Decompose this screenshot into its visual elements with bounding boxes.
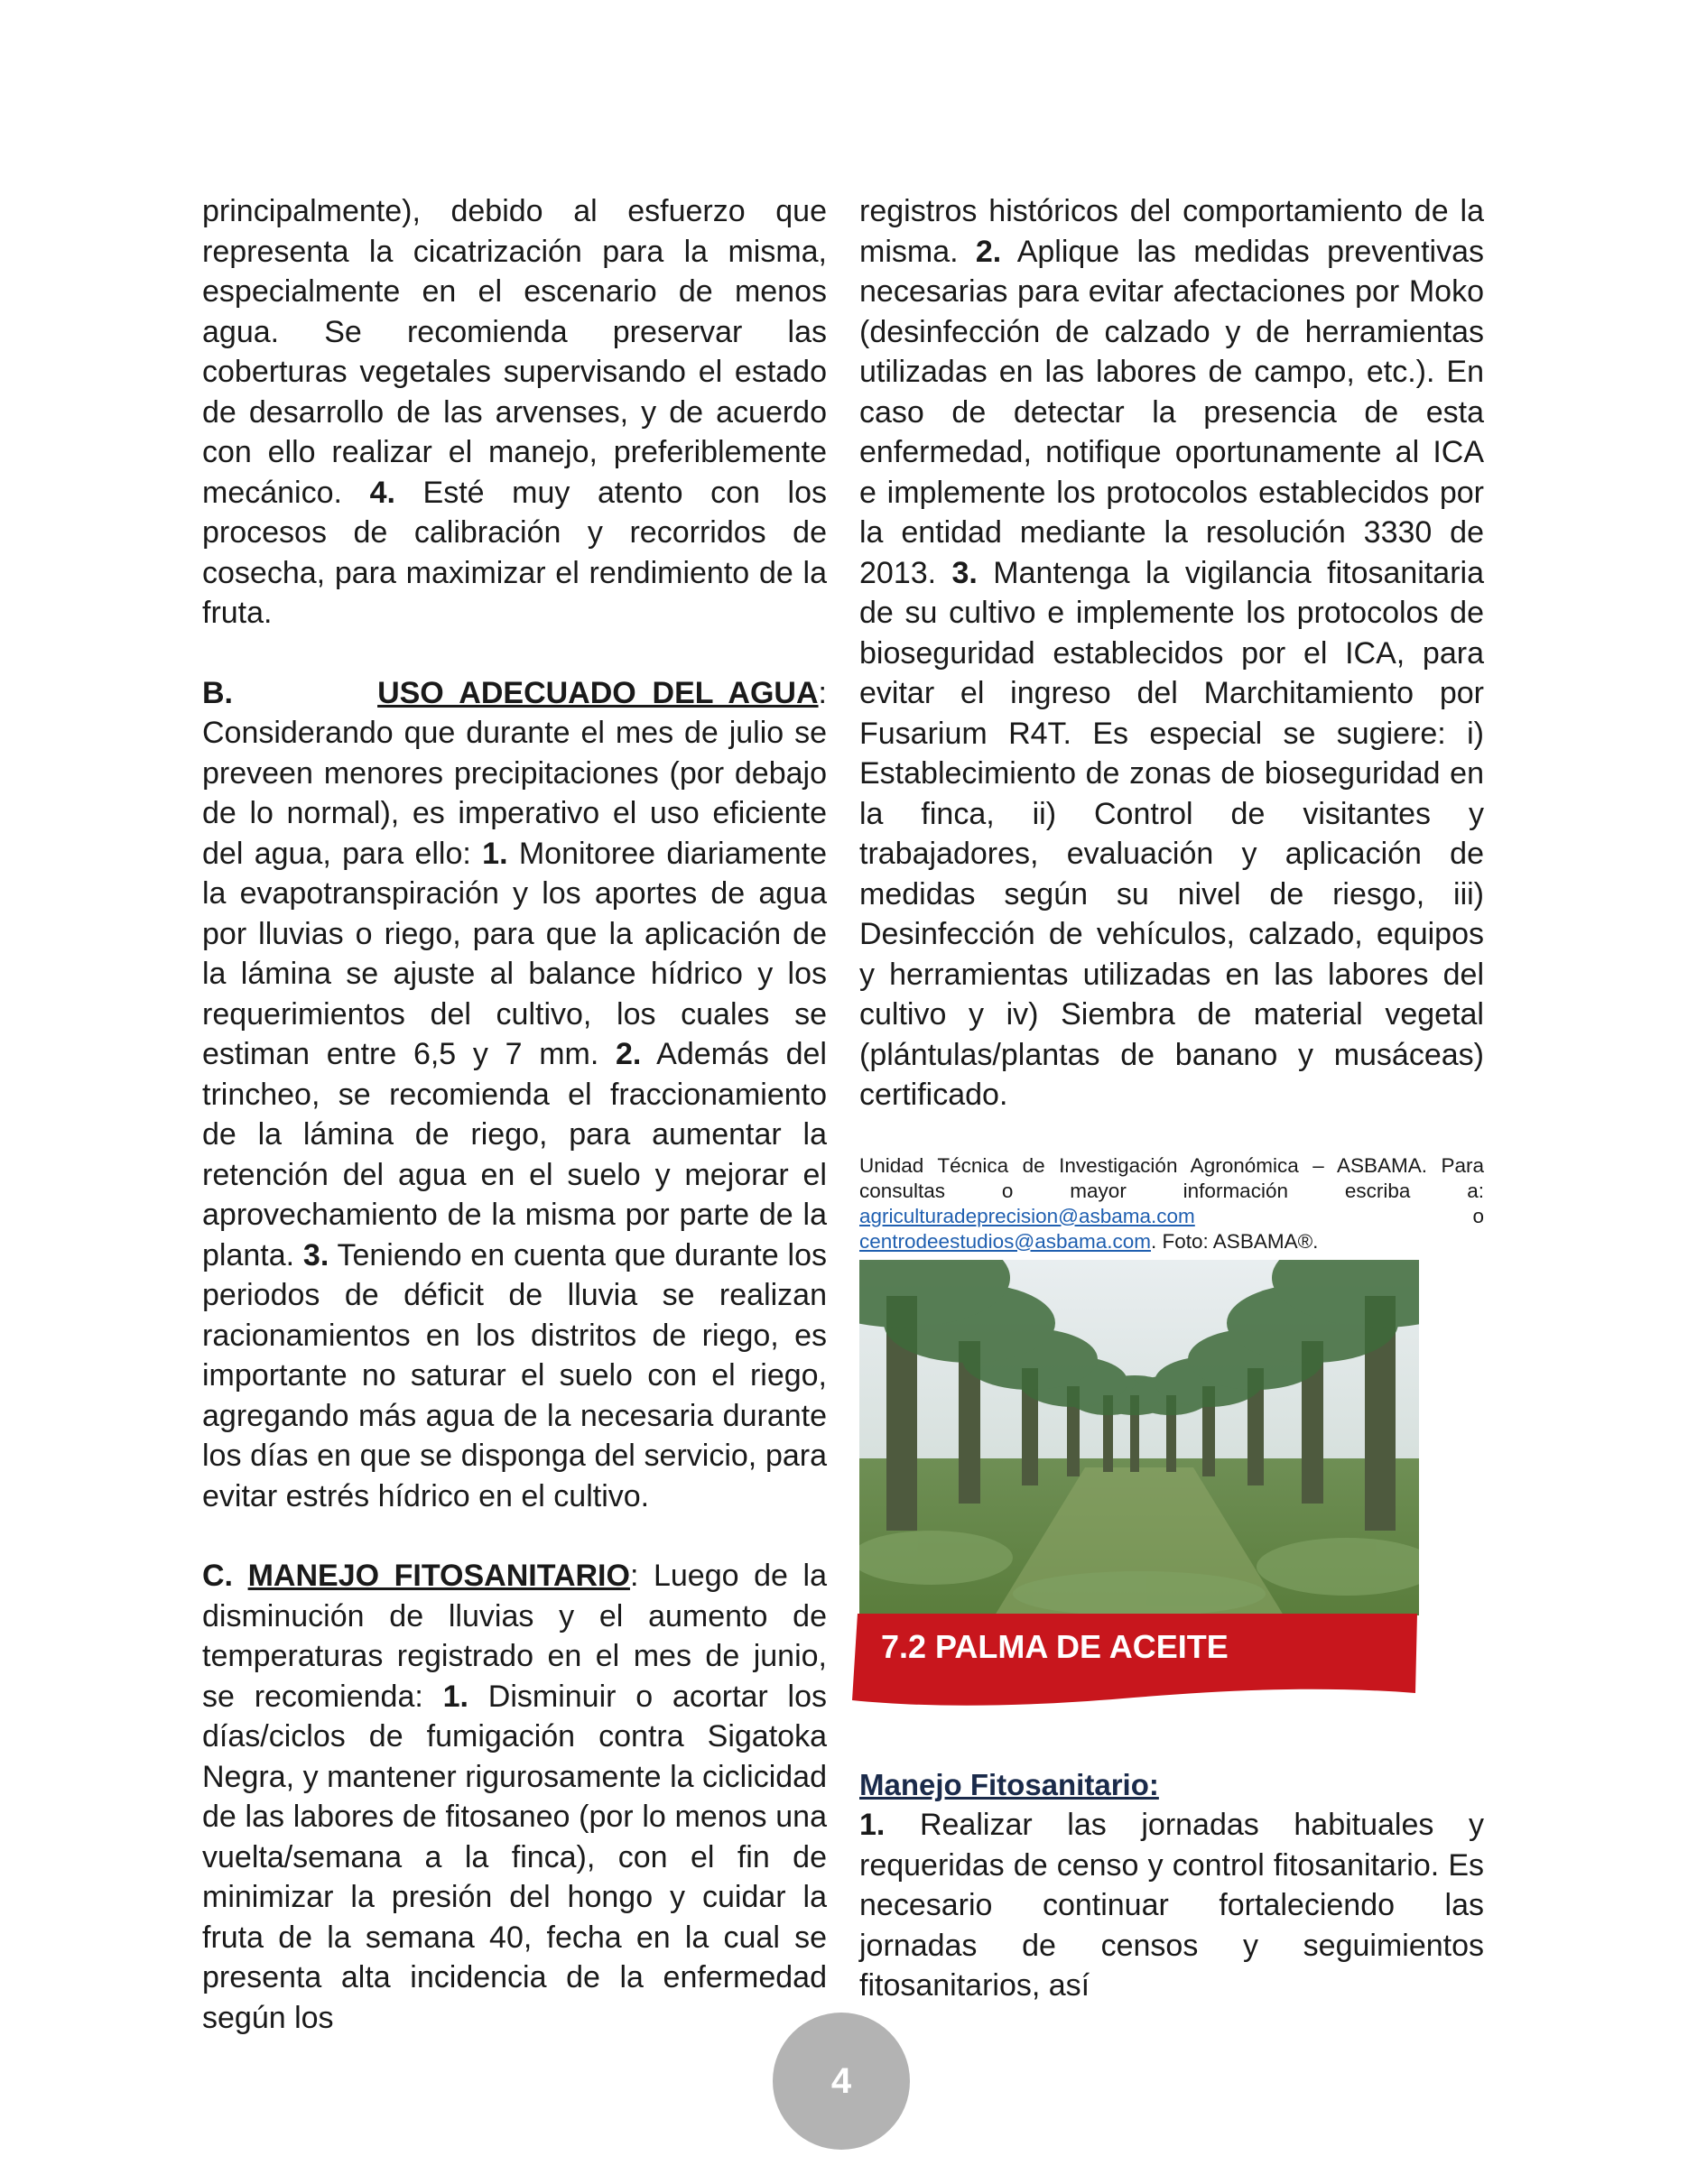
section-b-letter: B. (202, 675, 233, 710)
section-c-letter: C. (202, 1559, 233, 1593)
text-run: o (1194, 1204, 1484, 1227)
right-column-lower (859, 1765, 1484, 2006)
text-run: Además del trincheo, se recomienda el fraccionamiento de la lámina de riego, para aumentar la retención del agua en el suelo y mejorar el aprovechamiento de la misma por parte de la planta. (202, 1037, 827, 1272)
left-column (202, 191, 827, 2038)
item-number: 3. (951, 555, 978, 590)
item-number: 3. (302, 1237, 329, 1272)
text-run: Teniendo en cuenta que durante los periodos de déficit de lluvia se realizan racionamientos en los distritos de riego, es importante no saturar el suelo con el riego, agregando más agua de la necesaria durante los días en que se disponga del servicio, para evitar estrés hídrico en el cultivo. (202, 1237, 827, 1513)
right-column (859, 191, 1484, 1254)
text-run: : Luego de la disminución de lluvias y el aumento de temperaturas registrado en el mes de junio, se recomienda: (202, 1559, 827, 1714)
item-number: 1. (442, 1679, 468, 1714)
item-number: 1. (859, 1808, 886, 1842)
text-run: Esté muy atento con los procesos de calibración y recorridos de cosecha, para maximizar el rendimiento de la fruta. (202, 475, 827, 630)
section-b-paragraph (202, 673, 827, 1517)
section-banner-title: 7.2 PALMA DE ACEITE (881, 1628, 1229, 1665)
text-run: Mantenga la vigilancia fitosanitaria de su cultivo e implemente los protocolos de bioseguridad establecidos por el ICA, para evitar el ingreso del Marchitamiento por Fusarium R4T. Es especial se sugiere: i) Establecimiento de zonas de bioseguridad en la finca, ii) Control de visitantes y trabajadores, evaluación y aplicación de medidas según su nivel de riesgo, iii) Desinfección de vehículos, calzado, equipos y herramientas utilizadas en las labores del cultivo y iv) Siembra de material vegetal (plántulas/plantas de banano y musáceas) certificado. (859, 555, 1484, 1112)
page-number: 4 (830, 2061, 852, 2101)
item-number: 1. (482, 836, 508, 871)
text-run: Considerando que durante el mes de julio se preveen menores precipitaciones (por debajo de lo normal), es imperativo el uso eficiente del agua, para ello: (202, 716, 827, 871)
right-paragraph-1 (859, 191, 1484, 1115)
subsection-heading: Manejo Fitosanitario: (859, 1768, 1159, 1801)
text-run: Realizar las jornadas habituales y requeridas de censo y control fitosanitario. Es necesario continuar fortaleciendo las jornadas de censos y seguimientos fitosanitarios, así (859, 1808, 1484, 2003)
section-b-title: USO ADECUADO DEL AGUA (377, 675, 819, 710)
text-run: Disminuir o acortar los días/ciclos de fumigación contra Sigatoka Negra, y mantener rigurosamente la ciclicidad de las labores de fitosaneo (por lo menos una vuelta/semana a la finca), con el fin de minimizar la presión del hongo y cuidar la fruta de la semana 40, fecha en la cual se presenta alta incidencia de la enfermedad según los (202, 1679, 828, 2035)
item-number: 2. (975, 234, 1002, 269)
section-c-paragraph (202, 1556, 827, 2038)
text-run: . Foto: ASBAMA®. (1151, 1229, 1319, 1253)
text-run: Monitoree diariamente la evapotranspiración y los aportes de agua por lluvias o riego, para que la aplicación de la lámina se ajuste al balance hídrico y los requerimientos del cultivo, los cuales se estiman entre 6,5 y 7 mm. (202, 836, 827, 1071)
text-run: Unidad Técnica de Investigación Agronómica – ASBAMA. Para consultas o mayor información escriba a: (859, 1153, 1484, 1202)
email-link-centrodeestudios[interactable]: centrodeestudios@asbama.com (859, 1229, 1152, 1253)
photo-credit (859, 1153, 1484, 1254)
text-run: registros históricos del comportamiento de la misma. (859, 194, 1484, 269)
text-run: : (818, 675, 827, 710)
left-paragraph-1 (202, 191, 827, 634)
text-run: principalmente), debido al esfuerzo que representa la cicatrización para la misma, especialmente en el escenario de menos agua. Se recomienda preservar las coberturas vegetales supervisando el estado de desarrollo de las arvenses, y de acuerdo con ello realizar el manejo, preferiblemente mecánico. (202, 194, 827, 510)
palm-plantation-photo (859, 1260, 1419, 1615)
text-run: Aplique las medidas preventivas necesarias para evitar afectaciones por Moko (desinfección de calzado y de herramientas utilizadas en las labores de campo, etc.). En caso de detectar la presencia de esta enfermedad, notifique oportunamente al ICA e implemente los protocolos establecidos por la entidad mediante la resolución 3330 de 2013. (859, 234, 1484, 590)
email-link-agricultura[interactable]: agriculturadeprecision@asbama.com (859, 1204, 1195, 1227)
item-number: 2. (616, 1037, 642, 1071)
item-number: 4. (369, 475, 395, 510)
right-paragraph-2 (859, 1805, 1484, 2006)
section-c-title: MANEJO FITOSANITARIO (247, 1559, 630, 1593)
